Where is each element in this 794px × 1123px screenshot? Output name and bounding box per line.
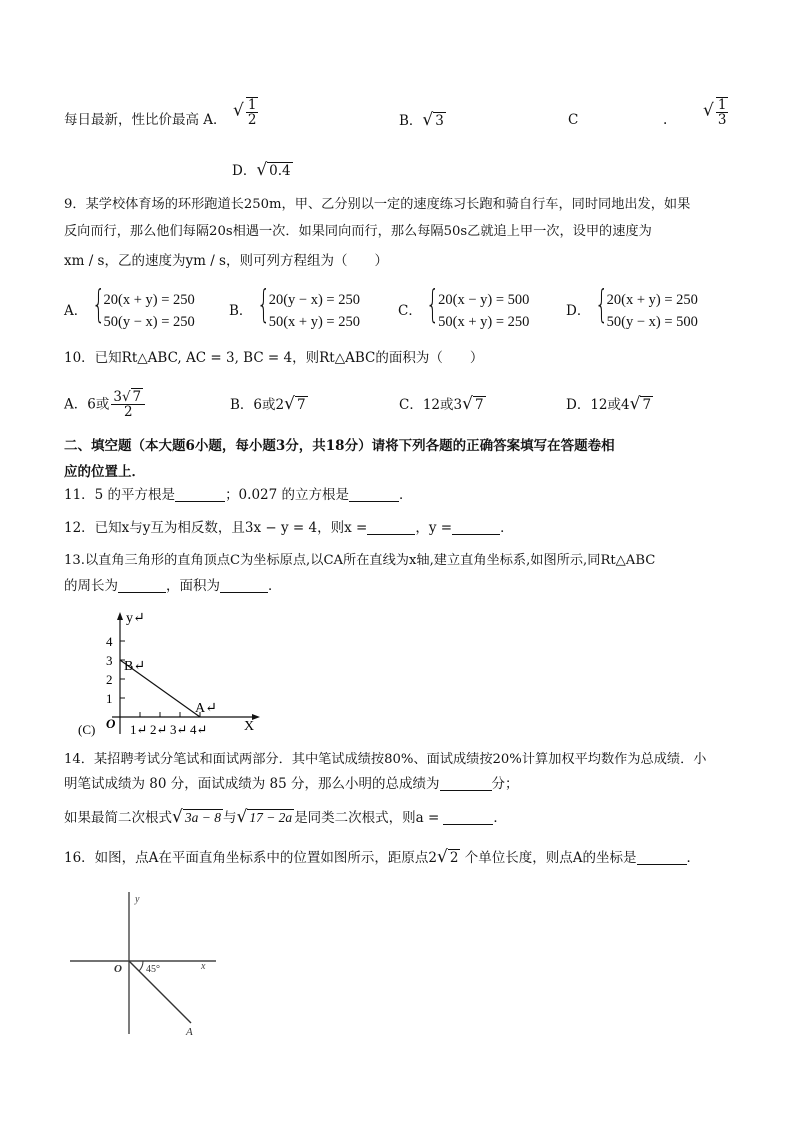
q13-ytick-1: 1 <box>106 691 113 706</box>
q13-xtick-4: 4↵ <box>190 722 208 737</box>
q14-line-2: 明笔试成绩为 80 分，面试成绩为 85 分，那么小明的总成绩为 分； <box>64 776 519 792</box>
q16-blank-coord[interactable] <box>637 850 687 865</box>
q10-option-c: C．12或3√ 7 <box>399 394 484 414</box>
q9-option-a: A． { 20(x + y) = 250 50(y − x) = 250 <box>64 282 195 330</box>
q10-stem: 10．已知Rt△ABC, AC = 3, BC = 4，则Rt△ABC的面积为（ ） <box>64 350 484 366</box>
q14-blank-score[interactable] <box>440 776 492 791</box>
q12-line: 12．已知x与y互为相反数，且3x − y = 4，则x = ，y = ． <box>64 520 514 536</box>
q8-option-c-dot: . <box>663 112 668 128</box>
q8-prefix: 每日最新，性比价最高 A． <box>64 112 227 128</box>
q13-origin-c-label: (C) <box>78 722 96 737</box>
q11-blank-2[interactable] <box>349 487 399 502</box>
q13-ytick-2: 2 <box>106 672 113 687</box>
q9-line-1: 9．某学校体育场的环形跑道长250m，甲、乙分别以一定的速度练习长跑和骑自行车，同时同地出发，如果 <box>64 197 691 212</box>
q15-line: 如果最简二次根式√ 3a − 8 与√ 17 − 2a 是同类二次根式，则a = ． <box>64 807 507 827</box>
q11-line: 11．5 的平方根是 ；0.027 的立方根是 ． <box>64 487 413 503</box>
q16-y-label: y <box>135 894 140 905</box>
q12-blank-x[interactable] <box>367 520 415 535</box>
q13-line-1: 13.以直角三角形的直角顶点C为坐标原点,以CA所在直线为x轴,建立直角坐标系,如图所示,同Rt△ABC <box>64 553 656 568</box>
q11-blank-1[interactable] <box>175 487 225 502</box>
q16-figure <box>66 888 226 1038</box>
q14-line-1: 14．某招聘考试分笔试和面试两部分．其中笔试成绩按80%、面试成绩按20%计算加权平均数作为总成绩．小 <box>64 752 707 767</box>
section2-heading-line1: 二、填空题（本大题6小题，每小题3分，共18分）请将下列各题的正确答案填写在答题卷相 <box>64 438 615 454</box>
q9-option-d: D． { 20(x + y) = 250 50(y − x) = 500 <box>566 282 698 330</box>
q8-option-d: D．√ 0.4 <box>232 160 291 180</box>
q13-blank-perimeter[interactable] <box>118 578 166 593</box>
q13-ytick-4: 4 <box>106 634 113 649</box>
q16-angle-label: 45° <box>146 964 160 975</box>
q8-option-b: B．√ 3 <box>399 110 444 130</box>
q8-option-a-value: √ $\frac{1}{2}$ <box>233 97 257 128</box>
q13-xtick-1: 1↵ <box>130 722 148 737</box>
q12-blank-y[interactable] <box>452 520 500 535</box>
q16-origin-label: O <box>114 963 122 975</box>
q8-option-c-value: √ $\frac{1}{3}$ <box>703 97 727 128</box>
q13-point-b-label: B↵ <box>124 659 146 674</box>
q16-x-label: x <box>201 961 206 972</box>
q9-line-3: xm / s，乙的速度为ym / s，则可列方程组为（ ） <box>64 253 388 269</box>
q13-blank-area[interactable] <box>220 578 268 593</box>
q15-blank-a[interactable] <box>443 810 493 825</box>
q8-option-c-label: C <box>568 112 579 128</box>
q10-option-b: B．6或2√ 7 <box>230 394 306 414</box>
q13-line-2: 的周长为 ，面积为 ． <box>64 578 282 594</box>
q9-option-c: C． { 20(x − y) = 500 50(x + y) = 250 <box>398 282 530 330</box>
q9-option-b: B． { 20(y − x) = 250 50(x + y) = 250 <box>229 282 360 330</box>
q13-x-label: X <box>244 719 255 734</box>
q9-line-2: 反向而行，那么他们每隔20s相遇一次．如果同向而行，那么每隔50s乙就追上甲一次，设甲的速度为 <box>64 224 652 239</box>
q8-line <box>64 110 227 130</box>
q13-y-arrow <box>117 612 123 620</box>
q10-option-a: A．6或 $\frac{3√ 7}{2}$ <box>64 390 147 419</box>
q13-ytick-3: 3 <box>106 653 113 668</box>
q10-option-d: D．12或4√ 7 <box>566 394 652 414</box>
q13-xtick-2: 2↵ <box>150 722 168 737</box>
q13-xtick-3: 3↵ <box>170 722 188 737</box>
q13-y-label: y↵ <box>126 611 145 626</box>
q13-figure <box>78 610 268 740</box>
q16-segment-oa <box>129 961 191 1023</box>
q13-origin-o-label: O <box>106 716 116 731</box>
section2-heading-line2: 应的位置上． <box>64 464 145 480</box>
q16-point-a-label: A <box>186 1026 193 1038</box>
q13-point-a-label: A↵ <box>195 701 217 716</box>
q16-angle-arc <box>139 961 143 971</box>
q16-line: 16．如图，点A在平面直角坐标系中的位置如图所示，距原点2√ 2 个单位长度，则点A的坐标是 ． <box>64 847 701 867</box>
